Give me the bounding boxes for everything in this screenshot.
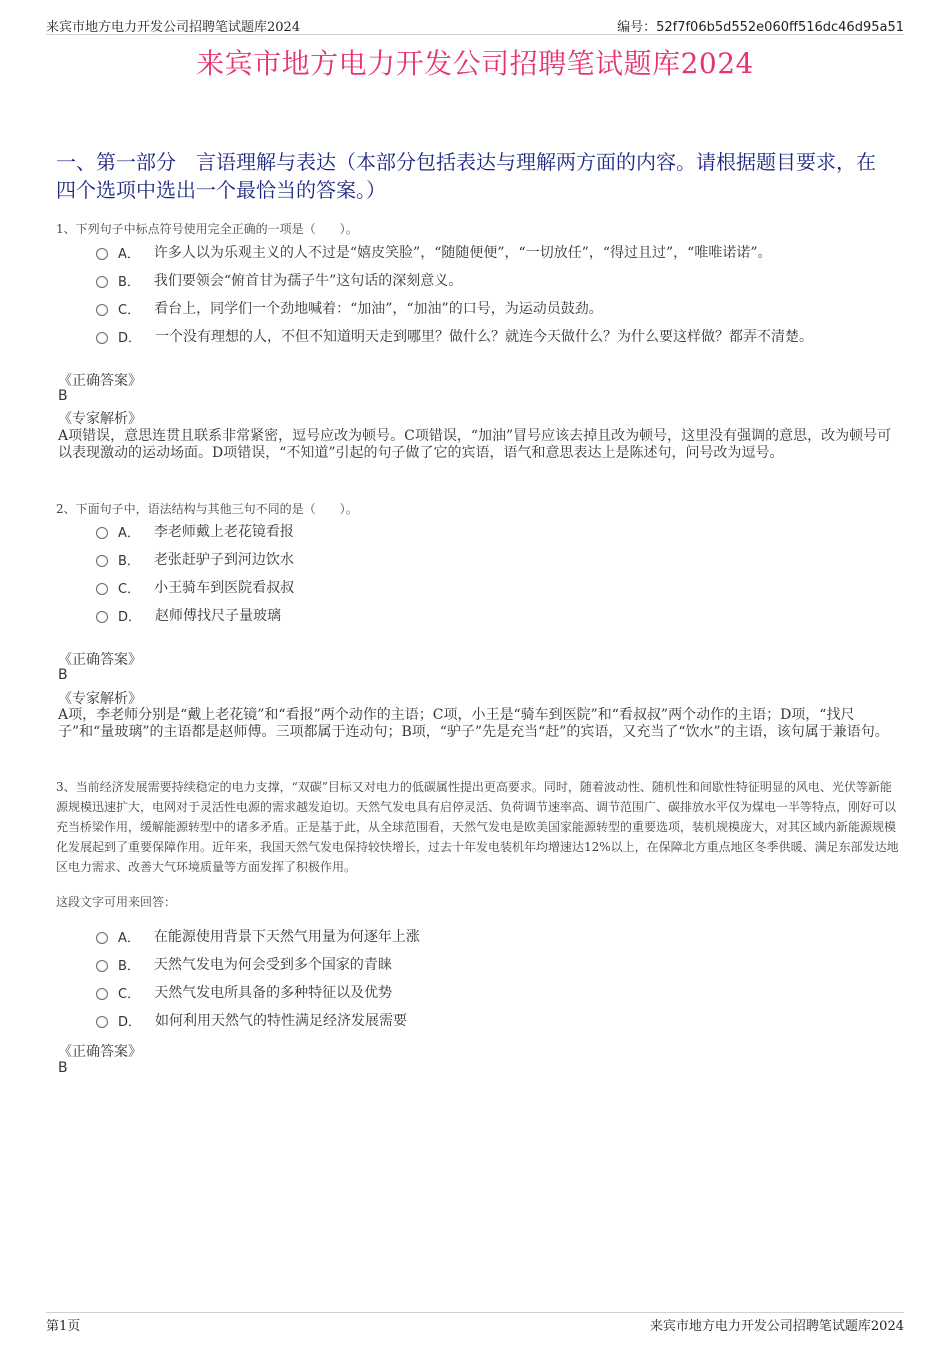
question-1-options (96, 238, 910, 350)
header-doc-title: 来宾市地方电力开发公司招聘笔试题库2024 (46, 20, 301, 35)
question-3-option-d[interactable] (96, 1006, 910, 1034)
radio-icon[interactable] (96, 248, 108, 260)
option-letter: C． (118, 581, 141, 597)
option-letter: C． (118, 986, 141, 1002)
question-1-option-a[interactable] (96, 238, 910, 266)
option-text: 天然气发电所具备的多种特征以及优势 (154, 985, 393, 1001)
question-1-option-b[interactable] (96, 266, 910, 294)
option-text: 在能源使用背景下天然气用量为何逐年上涨 (153, 929, 420, 945)
question-2-options (96, 517, 910, 629)
option-text: 一个没有理想的人，不但不知道明天走到哪里？做什么？就连今天做什么？为什么要这样做？都弄不清楚。 (155, 329, 814, 345)
radio-icon[interactable] (96, 555, 108, 567)
option-text: 我们要领会“俯首甘为孺子牛”这句话的深刻意义。 (153, 273, 463, 289)
option-letter: D． (118, 1014, 142, 1030)
radio-icon[interactable] (96, 988, 108, 1000)
footer-doc-title: 来宾市地方电力开发公司招聘笔试题库2024 (649, 1319, 904, 1334)
radio-icon[interactable] (96, 332, 108, 344)
option-letter: C． (118, 302, 141, 318)
option-text: 许多人以为乐观主义的人不过是“嬉皮笑脸”，“随随便便”，“一切放任”，“得过且过”，“唯唯诺诺”。 (153, 245, 772, 261)
option-text: 如何利用天然气的特性满足经济发展需要 (155, 1013, 408, 1029)
option-letter: A． (118, 930, 140, 946)
option-text: 老张赶驴子到河边饮水 (153, 552, 294, 568)
option-text: 小王骑车到医院看叔叔 (154, 580, 295, 596)
header-code-value: 52f7f06b5d552e060ff516dc46d95a51 (656, 20, 904, 35)
question-2-answer-label: 《正确答案》 (58, 652, 142, 668)
question-3-option-b[interactable] (96, 950, 910, 978)
question-3-options (96, 922, 910, 1034)
section-heading: 一、第一部分 言语理解与表达（本部分包括表达与理解两方面的内容。请根据题目要求，在四个选项中选出一个最恰当的答案。） (56, 150, 876, 202)
page-num: 1 (59, 1319, 68, 1334)
question-3-answer-label: 《正确答案》 (58, 1044, 142, 1060)
radio-icon[interactable] (96, 304, 108, 316)
question-1-analysis-label: 《专家解析》 (58, 411, 142, 427)
radio-icon[interactable] (96, 932, 108, 944)
radio-icon[interactable] (96, 1016, 108, 1028)
footer-page-number (46, 1315, 80, 1334)
header-code-label: 编号： (617, 20, 657, 35)
option-text: 看台上，同学们一个劲地喊着：“加油”，“加油”的口号，为运动员鼓劲。 (154, 301, 603, 317)
option-text: 李老师戴上老花镜看报 (153, 524, 294, 540)
page-suffix: 页 (67, 1319, 81, 1334)
radio-icon[interactable] (96, 583, 108, 595)
option-letter: A． (118, 246, 140, 262)
option-letter: B． (118, 958, 140, 974)
option-letter: A． (118, 525, 140, 541)
radio-icon[interactable] (96, 276, 108, 288)
option-letter: B． (118, 553, 140, 569)
question-1-option-d[interactable] (96, 322, 910, 350)
question-2-option-a[interactable] (96, 517, 910, 545)
page-prefix: 第 (46, 1319, 60, 1334)
question-1-answer: B (58, 388, 68, 404)
header-doc-code (617, 16, 904, 35)
question-3-prompt: 这段文字可用来回答： (56, 895, 177, 909)
option-letter: B． (118, 274, 140, 290)
question-3-passage: 3、当前经济发展需要持续稳定的电力支撑，“双碳”目标又对电力的低碳属性提出更高要求。同时，随着波动性、随机性和间歇性特征明显的风电、光伏等新能源规模迅速扩大，电网对于灵活性电源的需求越发迫切。天然气发电具有启停灵活、负荷调节速率高、调节范围广、碳排放水平仅为煤电一半等特点，刚好可以充当桥梁作用，缓解能源转型中的诸多矛盾。正是基于此，从全球范围看，天然气发电是欧美国家能源转型的重要选项，装机规模庞大，对其区域内新能源规模化发展起到了重要保障作用。近年来，我国天然气发电保持较快增长，过去十年发电装机年均增速达12%以上，在保障北方重点地区冬季供暖、满足东部发达地区电力需求、改善大气环境质量等方面发挥了积极作用。 (56, 780, 899, 874)
question-2-analysis-label: 《专家解析》 (58, 691, 142, 707)
option-text: 天然气发电为何会受到多个国家的青睐 (153, 957, 392, 973)
question-2-analysis: A项，李老师分别是“戴上老花镜”和“看报”两个动作的主语；C项，小王是“骑车到医院”和“看叔叔”两个动作的主语；D项，“找尺子”和“量玻璃”的主语都是赵师傅。三项都属于连动句；B项，“驴子”先是充当“赶”的宾语，又充当了“饮水”的主语，该句属于兼语句。 (58, 707, 889, 740)
question-2-option-d[interactable] (96, 601, 910, 629)
question-3-option-a[interactable] (96, 922, 910, 950)
question-2-option-b[interactable] (96, 545, 910, 573)
page-footer (46, 1312, 904, 1333)
question-1-answer-label: 《正确答案》 (58, 373, 142, 389)
question-2-stem: 2、下面句子中，语法结构与其他三句不同的是（ ）。 (56, 502, 358, 516)
option-letter: D． (118, 609, 142, 625)
radio-icon[interactable] (96, 960, 108, 972)
question-2-answer: B (58, 667, 68, 683)
question-1-analysis: A项错误，意思连贯且联系非常紧密，逗号应改为顿号。C项错误，“加油”冒号应该去掉且改为顿号，这里没有强调的意思，改为顿号可以表现激动的运动场面。D项错误，“不知道”引起的句子做了它的宾语，语气和意思表达上是陈述句，问号改为逗号。 (58, 428, 892, 461)
question-3-answer: B (58, 1060, 68, 1076)
option-letter: D． (118, 330, 142, 346)
page-header (46, 14, 904, 35)
radio-icon[interactable] (96, 611, 108, 623)
option-text: 赵师傅找尺子量玻璃 (155, 608, 282, 624)
question-1-option-c[interactable] (96, 294, 910, 322)
radio-icon[interactable] (96, 527, 108, 539)
page-title: 来宾市地方电力开发公司招聘笔试题库2024 (196, 47, 754, 80)
question-2-option-c[interactable] (96, 573, 910, 601)
question-1-stem: 1、下列句子中标点符号使用完全正确的一项是（ ）。 (56, 222, 358, 236)
question-3-option-c[interactable] (96, 978, 910, 1006)
